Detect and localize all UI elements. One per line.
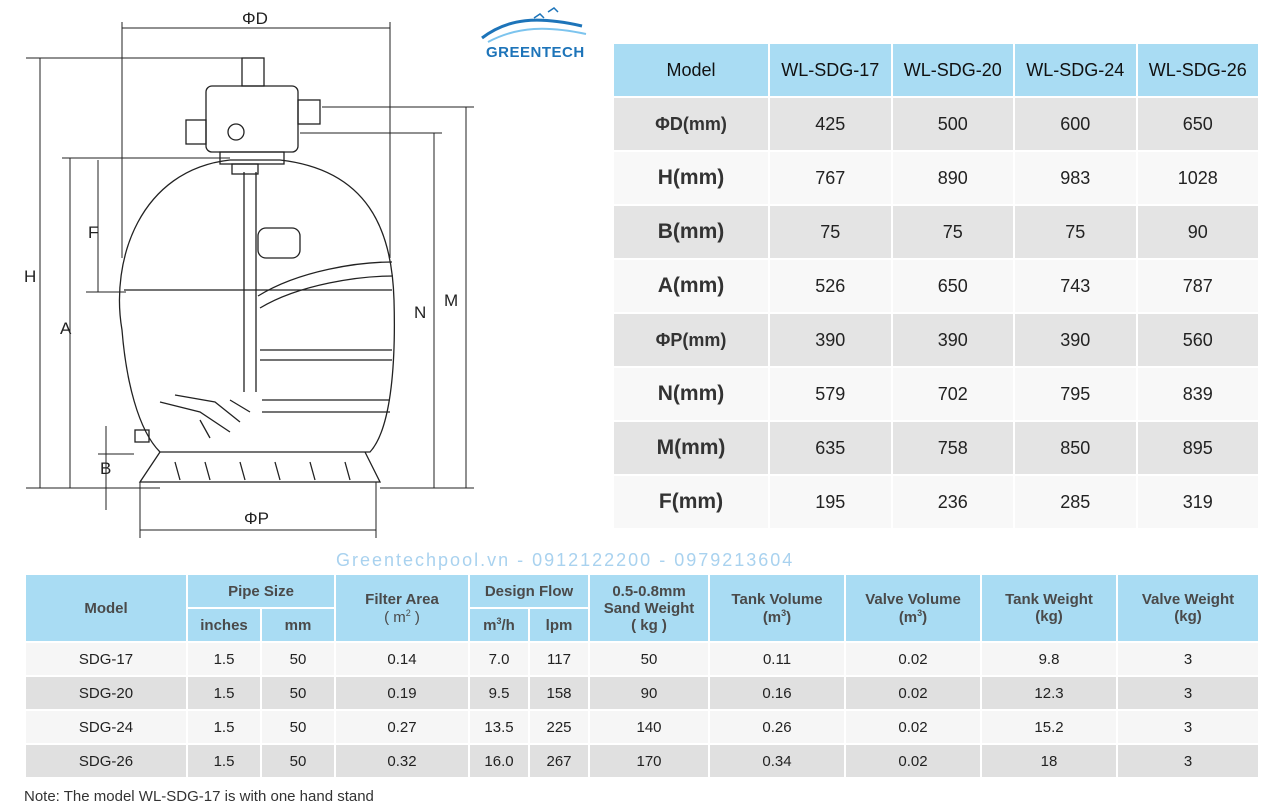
dim-label-h: H xyxy=(24,267,37,286)
greentech-logo xyxy=(478,4,598,64)
perf-cell: 170 xyxy=(590,745,708,777)
spec-cell: 983 xyxy=(1015,152,1136,204)
perf-cell: 0.02 xyxy=(846,745,980,777)
spec-cell: 560 xyxy=(1138,314,1259,366)
spec-row xyxy=(614,422,1258,474)
perf-cell: 9.5 xyxy=(470,677,528,709)
performance-table xyxy=(24,573,1260,779)
spec-cell: 702 xyxy=(893,368,1014,420)
perf-cell: 90 xyxy=(590,677,708,709)
perf-header-sand: 0.5-0.8mm Sand Weight ( kg ) xyxy=(590,575,708,641)
spec-header-row xyxy=(614,44,1258,96)
spec-cell: 390 xyxy=(1015,314,1136,366)
spec-cell: 635 xyxy=(770,422,891,474)
perf-header-flow: Design Flow xyxy=(470,575,588,607)
perf-model-cell: SDG-24 xyxy=(26,711,186,743)
spec-header-col: WL-SDG-26 xyxy=(1138,44,1259,96)
tank-body xyxy=(119,160,394,452)
spec-row-label: M(mm) xyxy=(614,422,768,474)
spec-row xyxy=(614,476,1258,528)
perf-cell: 50 xyxy=(590,643,708,675)
perf-cell: 18 xyxy=(982,745,1116,777)
perf-header-pipe: Pipe Size xyxy=(188,575,334,607)
perf-cell: 1.5 xyxy=(188,711,260,743)
dim-label-n: N xyxy=(414,303,427,322)
spec-row-label: B(mm) xyxy=(614,206,768,258)
table-row xyxy=(26,745,1258,777)
perf-cell: 1.5 xyxy=(188,745,260,777)
perf-cell: 0.02 xyxy=(846,677,980,709)
perf-cell: 225 xyxy=(530,711,588,743)
perf-header-mm: mm xyxy=(262,609,334,641)
dim-label-f: F xyxy=(88,223,99,242)
perf-cell: 0.27 xyxy=(336,711,468,743)
perf-header-tank-volume: Tank Volume $(m^3)$ xyxy=(710,575,844,641)
spec-cell: 579 xyxy=(770,368,891,420)
spec-row-label: N(mm) xyxy=(614,368,768,420)
perf-header-model: Model xyxy=(26,575,186,641)
perf-cell: 12.3 xyxy=(982,677,1116,709)
perf-cell: 13.5 xyxy=(470,711,528,743)
spec-cell: 390 xyxy=(893,314,1014,366)
perf-model-cell: SDG-26 xyxy=(26,745,186,777)
perf-header-tank-weight: Tank Weight (kg) xyxy=(982,575,1116,641)
spec-cell: 526 xyxy=(770,260,891,312)
perf-cell: 1.5 xyxy=(188,643,260,675)
spec-cell: 767 xyxy=(770,152,891,204)
spec-row xyxy=(614,152,1258,204)
spec-cell: 650 xyxy=(893,260,1014,312)
spec-header-col: WL-SDG-17 xyxy=(770,44,891,96)
perf-cell: 0.16 xyxy=(710,677,844,709)
perf-cell: 50 xyxy=(262,711,334,743)
perf-cell: 158 xyxy=(530,677,588,709)
perf-cell: 50 xyxy=(262,643,334,675)
perf-header-valve-weight: Valve Weight (kg) xyxy=(1118,575,1258,641)
spec-cell: 500 xyxy=(893,98,1014,150)
spec-cell: 236 xyxy=(893,476,1014,528)
perf-cell: 3 xyxy=(1118,643,1258,675)
perf-model-cell: SDG-20 xyxy=(26,677,186,709)
spec-cell: 890 xyxy=(893,152,1014,204)
perf-cell: 9.8 xyxy=(982,643,1116,675)
perf-cell: 3 xyxy=(1118,711,1258,743)
perf-cell: 0.02 xyxy=(846,643,980,675)
table-row xyxy=(26,677,1258,709)
perf-cell: 16.0 xyxy=(470,745,528,777)
spec-cell: 195 xyxy=(770,476,891,528)
perf-cell: 0.14 xyxy=(336,643,468,675)
perf-cell: 0.34 xyxy=(710,745,844,777)
wave-logo-icon xyxy=(478,4,598,44)
spec-row-label: F(mm) xyxy=(614,476,768,528)
dim-label-a: A xyxy=(60,319,72,338)
perf-header-m3h: $m^3/h$ xyxy=(470,609,528,641)
perf-cell: 267 xyxy=(530,745,588,777)
watermark: Greentechpool.vn - 0912122200 - 0979213604 xyxy=(336,550,795,570)
footnote: Note: The model WL-SDG-17 is with one hand stand xyxy=(24,788,374,805)
dim-label-b: B xyxy=(100,459,112,478)
perf-header-filter: Filter Area ( $m^2$ ) xyxy=(336,575,468,641)
spec-cell: 319 xyxy=(1138,476,1259,528)
multiport-valve xyxy=(206,86,298,152)
spec-header-col: WL-SDG-20 xyxy=(893,44,1014,96)
spec-row-label: ΦD(mm) xyxy=(614,98,768,150)
perf-cell: 50 xyxy=(262,745,334,777)
spec-cell: 75 xyxy=(893,206,1014,258)
brand-name: GREENTECH xyxy=(486,44,585,61)
spec-cell: 743 xyxy=(1015,260,1136,312)
perf-cell: 0.26 xyxy=(710,711,844,743)
spec-cell: 795 xyxy=(1015,368,1136,420)
spec-header-col: WL-SDG-24 xyxy=(1015,44,1136,96)
spec-row xyxy=(614,98,1258,150)
spec-cell: 1028 xyxy=(1138,152,1259,204)
spec-row xyxy=(614,260,1258,312)
spec-cell: 90 xyxy=(1138,206,1259,258)
perf-cell: 0.11 xyxy=(710,643,844,675)
spec-cell: 895 xyxy=(1138,422,1259,474)
spec-row xyxy=(614,314,1258,366)
dim-label-p: ΦP xyxy=(244,509,269,528)
perf-cell: 1.5 xyxy=(188,677,260,709)
dim-label-m: M xyxy=(444,291,459,310)
perf-header-inches: inches xyxy=(188,609,260,641)
spec-cell: 600 xyxy=(1015,98,1136,150)
spec-cell: 787 xyxy=(1138,260,1259,312)
spec-cell: 425 xyxy=(770,98,891,150)
spec-cell: 850 xyxy=(1015,422,1136,474)
table-row xyxy=(26,643,1258,675)
spec-cell: 839 xyxy=(1138,368,1259,420)
dim-label-d: ΦD xyxy=(242,9,268,28)
perf-header-valve-volume: Valve Volume $(m^3)$ xyxy=(846,575,980,641)
perf-cell: 15.2 xyxy=(982,711,1116,743)
table-row xyxy=(26,711,1258,743)
perf-cell: 0.19 xyxy=(336,677,468,709)
dimension-spec-table xyxy=(612,42,1260,530)
spec-row-label: A(mm) xyxy=(614,260,768,312)
perf-cell: 140 xyxy=(590,711,708,743)
filter-dimension-diagram xyxy=(0,0,600,545)
spec-row-label: ΦP(mm) xyxy=(614,314,768,366)
perf-cell: 50 xyxy=(262,677,334,709)
perf-cell: 117 xyxy=(530,643,588,675)
spec-cell: 75 xyxy=(1015,206,1136,258)
spec-row xyxy=(614,368,1258,420)
perf-model-cell: SDG-17 xyxy=(26,643,186,675)
spec-row xyxy=(614,206,1258,258)
spec-cell: 650 xyxy=(1138,98,1259,150)
perf-cell: 3 xyxy=(1118,677,1258,709)
perf-cell: 0.32 xyxy=(336,745,468,777)
perf-cell: 3 xyxy=(1118,745,1258,777)
perf-header-lpm: lpm xyxy=(530,609,588,641)
spec-cell: 758 xyxy=(893,422,1014,474)
spec-row-label: H(mm) xyxy=(614,152,768,204)
spec-cell: 75 xyxy=(770,206,891,258)
perf-cell: 0.02 xyxy=(846,711,980,743)
spec-cell: 390 xyxy=(770,314,891,366)
perf-cell: 7.0 xyxy=(470,643,528,675)
spec-cell: 285 xyxy=(1015,476,1136,528)
spec-header-model: Model xyxy=(614,44,768,96)
